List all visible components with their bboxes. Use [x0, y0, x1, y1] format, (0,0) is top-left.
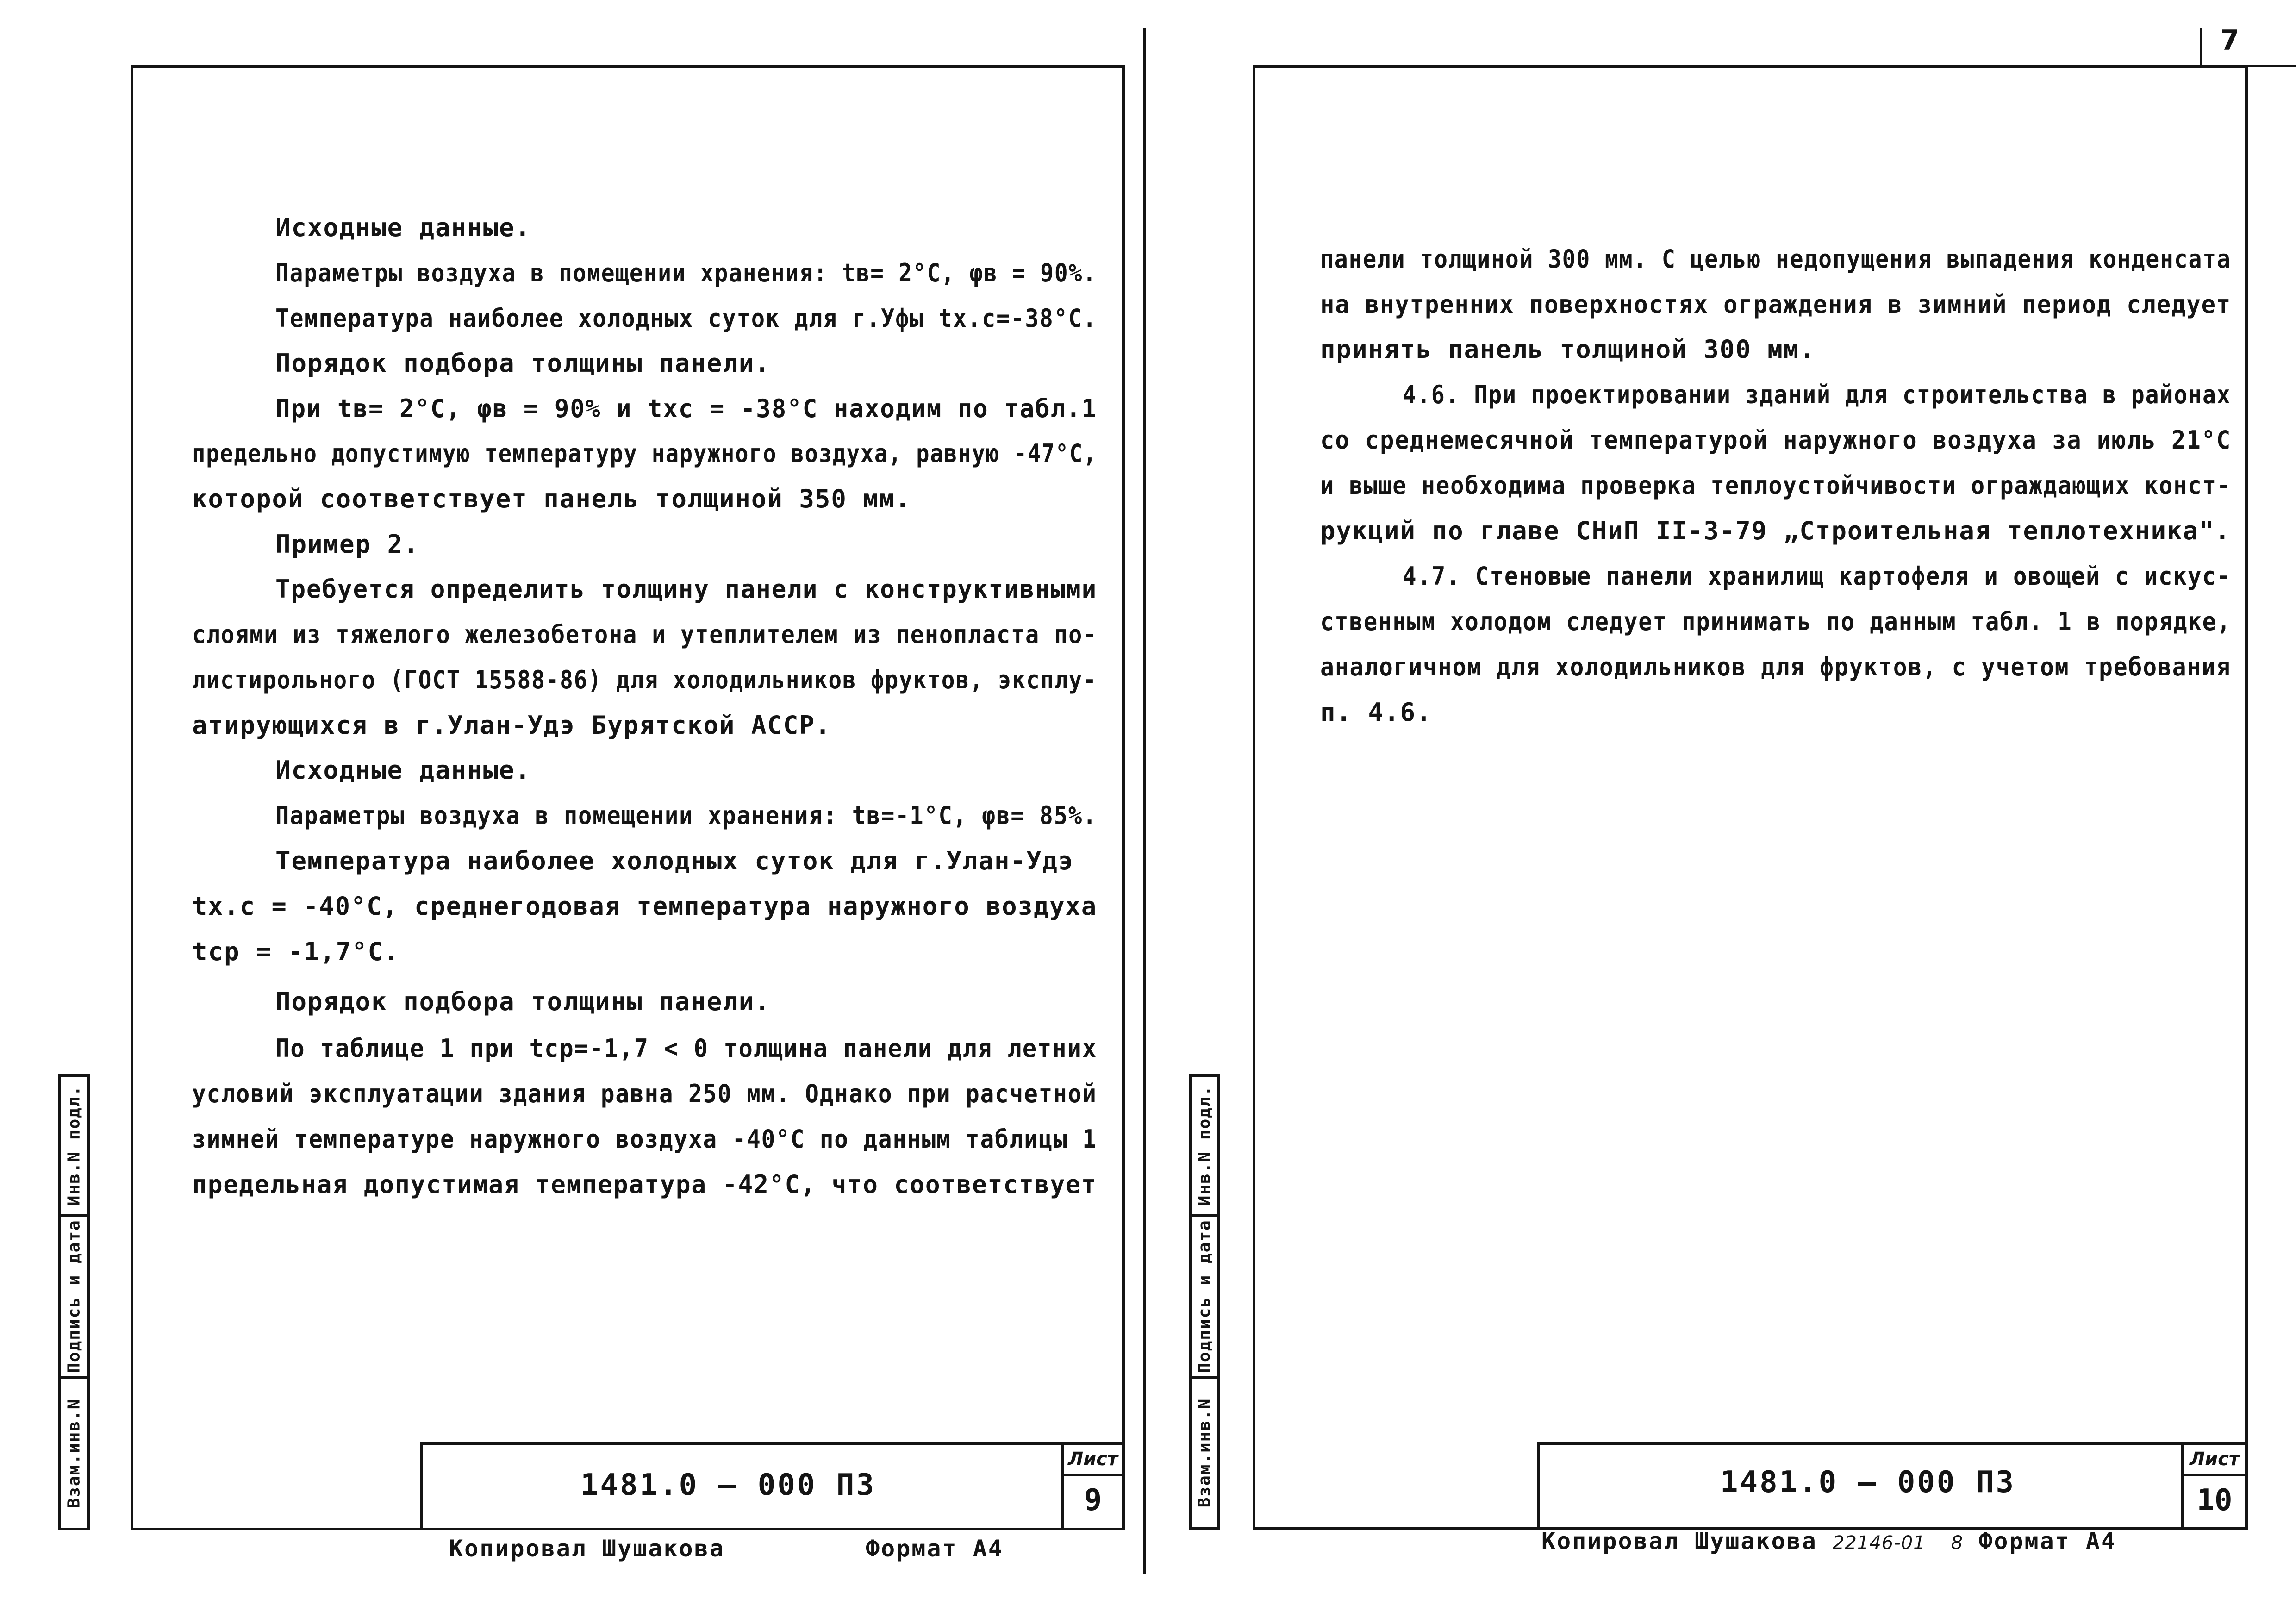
sheet-number: 9	[1084, 1483, 1102, 1518]
document-code: 1481.0 – 000 ПЗ	[580, 1468, 876, 1502]
text-line: аналогичном для холодильников для фруктов, с учетом требования	[1320, 652, 2231, 681]
text-line: tх.с = -40°С, среднегодовая температура наружного воздуха	[192, 892, 1098, 921]
footer-copied-by	[1541, 1528, 2116, 1555]
text-line: на внутренних поверхностях ограждения в зимний период следует	[1320, 290, 2232, 319]
document-code: 1481.0 – 000 ПЗ	[1720, 1465, 2015, 1499]
side-label-vzam-inv: Взам.инв.N	[1195, 1398, 1214, 1508]
text-line: слоями из тяжелого железобетона и утеплителем из пенопласта по-	[192, 620, 1098, 649]
right-title-block	[1537, 1442, 2248, 1530]
text-line: рукций по главе СНиП II-3-79 „Строительная теплотехника".	[1320, 516, 2231, 545]
footer-copied-by: Копировал Шушакова	[449, 1535, 725, 1562]
text-line: Температура наиболее холодных суток для г.Улан-Удэ	[275, 846, 1074, 875]
text-line: атирующихся в г.Улан-Удэ Бурятской АССР.	[192, 711, 831, 740]
center-fold-line	[1143, 28, 1146, 1574]
side-cell-signature-date	[61, 1214, 87, 1376]
text-line: зимней температуре наружного воздуха -40°С по данным таблицы 1	[192, 1124, 1097, 1154]
text-line: Исходные данные.	[275, 213, 531, 242]
sheet-label: Лист	[1064, 1445, 1122, 1476]
text-line: Порядок подбора толщины панели.	[275, 349, 771, 378]
text-line: которой соответствует панель толщиной 350 мм.	[192, 484, 911, 513]
side-label-signature-date: Подпись и дата	[64, 1219, 84, 1373]
footer-handwritten-number: 22146-01	[1832, 1532, 1926, 1554]
side-label-inv-podl: Инв.N подл.	[64, 1085, 84, 1206]
text-line: принять панель толщиной 300 мм.	[1320, 335, 1816, 364]
side-label-vzam-inv: Взам.инв.N	[64, 1398, 84, 1508]
text-line: условий эксплуатации здания равна 250 мм. Однако при расчетной	[192, 1079, 1097, 1108]
sheet-number: 10	[2196, 1483, 2233, 1518]
text-line: 4.6. При проектировании зданий для строительства в районах	[1403, 380, 2231, 409]
text-line: Температура наиболее холодных суток для г.Уфы tх.с=-38°С.	[275, 304, 1098, 333]
left-title-block	[420, 1442, 1125, 1530]
left-side-stamp	[58, 1074, 90, 1530]
text-line: Порядок подбора толщины панели.	[275, 987, 771, 1016]
right-side-stamp	[1189, 1074, 1220, 1530]
sheet-label: Лист	[2184, 1445, 2245, 1476]
footer-format: Формат А4	[866, 1535, 1004, 1562]
footer-format: Формат А4	[1978, 1528, 2117, 1555]
text-line: При tв= 2°С, φв = 90% и tхс = -38°С находим по табл.1	[275, 394, 1098, 423]
corner-divider	[2200, 28, 2202, 68]
text-line: Требуется определить толщину панели с конструктивными	[275, 575, 1098, 604]
text-line: ственным холодом следует принимать по данным табл. 1 в порядке,	[1320, 607, 2232, 636]
text-line: По таблице 1 при tср=-1,7 < 0 толщина панели для летних	[275, 1034, 1098, 1063]
side-cell-inv-podl	[61, 1077, 87, 1214]
sheet-cell	[1061, 1445, 1122, 1528]
text-line: панели толщиной 300 мм. С целью недопущения выпадения конденсата	[1320, 244, 2231, 274]
text-line: 4.7. Стеновые панели хранилищ картофеля и овощей с искус-	[1403, 562, 2232, 591]
side-cell-inv-podl	[1192, 1077, 1217, 1214]
footer-page-ref: 8	[1951, 1532, 1964, 1554]
right-page-frame	[1253, 65, 2248, 1530]
side-cell-vzam-inv	[61, 1376, 87, 1528]
text-line: Параметры воздуха в помещении хранения: tв=-1°С, φв= 85%.	[275, 801, 1098, 830]
footer-copied-text: Копировал Шушакова	[1541, 1528, 1817, 1555]
text-line: tср = -1,7°С.	[192, 937, 400, 966]
text-line: со среднемесячной температурой наружного воздуха за июль 21°С	[1320, 425, 2232, 455]
text-line: Исходные данные.	[275, 756, 531, 785]
text-line: Параметры воздуха в помещении хранения: tв= 2°С, φв = 90%.	[275, 258, 1097, 287]
side-label-signature-date: Подпись и дата	[1195, 1219, 1214, 1373]
page-corner-number: 7	[2220, 24, 2240, 56]
side-cell-signature-date	[1192, 1214, 1217, 1376]
text-line: и выше необходима проверка теплоустойчивости ограждающих конст-	[1320, 471, 2232, 500]
side-cell-vzam-inv	[1192, 1376, 1217, 1527]
text-line: Пример 2.	[275, 530, 419, 559]
text-line: предельно допустимую температуру наружного воздуха, равную -47°С,	[192, 439, 1098, 468]
text-line: предельная допустимая температура -42°С, что соответствует	[192, 1170, 1097, 1199]
sheet-cell	[2181, 1445, 2245, 1527]
side-label-inv-podl: Инв.N подл.	[1195, 1085, 1214, 1206]
text-line: листирольного (ГОСТ 15588-86) для холодильников фруктов, эксплу-	[192, 665, 1097, 694]
text-line: п. 4.6.	[1320, 698, 1432, 727]
